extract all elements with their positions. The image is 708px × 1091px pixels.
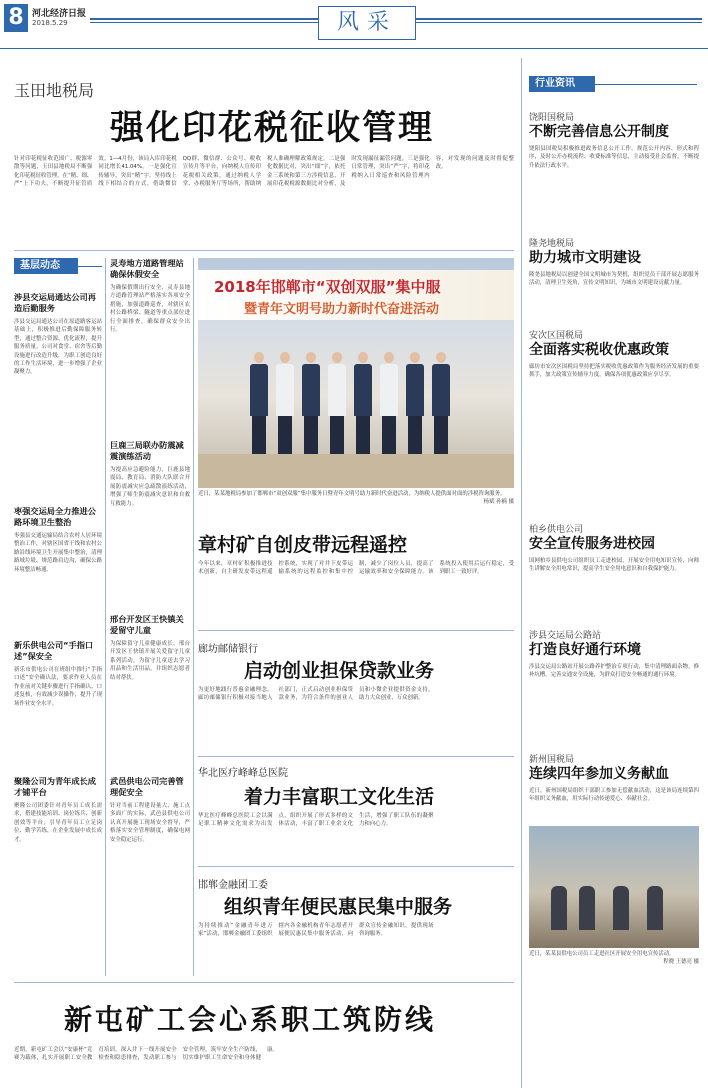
bottom-divider — [14, 982, 514, 983]
news-item — [529, 522, 699, 627]
sidebar-item — [14, 640, 102, 782]
news-body: 国网柏乡县供电公司组织员工走进校园，开展安全用电知识宣传，向师生讲解安全用电常识，提高学生安全用电意识和自我保护能力。 — [529, 558, 699, 573]
volunteer-photo — [529, 826, 699, 948]
story-body: 今年以来，章村矿积极推进技术创新，自主研发皮带远程遥控系统，实现了对井下皮带运输系统的远程监控和集中控制，减少了岗位人员，提高了运输效率和安全保障能力。该系统投入使用后运行稳定，受到职工一致好评。 — [198, 561, 514, 576]
news-headline: 全面落实税收优惠政策 — [529, 342, 669, 358]
banner-line-1: 2018年邯郸市“双创双服”集中服 — [214, 278, 441, 296]
news-body: 饶阳县国税局积极推进政务信息公开工作，规范公开内容、形式和程序，及时公开办税流程、收费标准等信息，主动接受社会监督，不断提升依法行政水平。 — [529, 146, 699, 169]
person-figure — [380, 352, 398, 454]
brief-item — [110, 776, 190, 982]
lead-headline: 强化印花税征收管理 — [110, 108, 434, 148]
masthead-divider — [0, 48, 708, 49]
news-item — [529, 236, 699, 329]
news-headline: 安全宣传服务进校园 — [529, 536, 655, 552]
news-item — [529, 328, 699, 455]
sidebar-tag-rule — [78, 266, 102, 267]
person-figure — [613, 886, 629, 930]
volunteer-photo-caption — [529, 950, 699, 966]
story-divider — [198, 630, 514, 631]
sidebar-item-headline: 聚隆公司为青年成长成才铺平台 — [14, 776, 96, 797]
sidebar-item-body: 聚隆公司团委针对青年员工成长需求，搭建技能培训、岗位练兵、创新创效等平台，引导青年员工立足岗位、勤学苦练，在企业发展中成长成才。 — [14, 803, 102, 843]
news-headline: 助力城市文明建设 — [529, 250, 641, 266]
brief-body: 为提高应急避险能力，巨鹿县地震局、教育局、消防大队联合开展防震减灾应急疏散演练活动，增强了师生防震减灾意识和自救互救能力。 — [110, 467, 190, 507]
photo-floor — [198, 454, 514, 488]
lead-divider — [14, 250, 514, 251]
story-headline: 着力丰富职工文化生活 — [244, 786, 435, 808]
volunteer-photo-credit: 程晓 王德亮 摄 — [663, 959, 699, 965]
photo-caption — [198, 490, 514, 506]
sidebar-item — [14, 506, 102, 628]
news-item — [529, 628, 699, 749]
photo-caption-text: 近日，某某地税局参加了邯郸市“双创双服”集中服务日暨青年文明号助力新时代奋进活动，为纳税人提供面对面的涉税咨询服务。 — [198, 491, 506, 497]
story-kicker: 华北医疗峰峰总医院 — [198, 768, 288, 779]
brief-headline: 武邑供电公司完善管理促安全 — [110, 776, 184, 797]
news-kicker: 涉县交运局公路站 — [529, 631, 602, 641]
photo-credit: 杨斌 孙楠 摄 — [483, 499, 514, 505]
news-kicker: 柏乡供电公司 — [529, 525, 584, 535]
sidebar-tag: 基层动态 — [14, 258, 78, 274]
sidebar-item-body: 涉县交运局通达公司在原道路客运站基础上，积极推进后勤保障服务转型，通过整合资源、优化流程，提升服务质量。公司对食堂、宿舍等后勤设施进行改造升级，为职工创造良好的工作生活环境，进一步增强了企业凝聚力。 — [14, 319, 102, 376]
column-rule — [105, 258, 106, 976]
paper-name: 河北经济日报 — [32, 9, 87, 19]
news-kicker: 安次区国税局 — [529, 331, 584, 341]
story-headline: 章村矿自创皮带远程遥控 — [198, 534, 408, 556]
story-body: 为更好地践行普惠金融理念，廊坊邮储银行积极对接当地人社部门，正式启动创业担保贷款业务，为符合条件的创业人员和小微企业提供资金支持，助力大众创业、万众创新。 — [198, 687, 434, 702]
lead-kicker: 玉田地税局 — [14, 81, 95, 100]
sidebar-item-headline: 枣强交运局全力推进公路环境卫生整治 — [14, 506, 96, 527]
news-headline: 连续四年参加义务献血 — [529, 766, 669, 782]
news-body: 近日，新州国税局组织干部职工参加无偿献血活动，这是该局连续第四年组织义务献血，用实际行动传递爱心、奉献社会。 — [529, 788, 699, 803]
person-figure — [276, 352, 294, 454]
news-kicker: 隆尧地税局 — [529, 239, 575, 249]
volunteer-photo-caption-text: 近日，某某县供电公司员工走进社区开展安全用电宣传活动。 — [529, 951, 675, 957]
person-figure — [250, 352, 268, 454]
industry-news-tag: 行业资讯 — [529, 76, 595, 92]
lead-body: 针对印花税征收范围广、税源零散等问题，玉田县地税局不断强化印花税征收管理，在“精、细、严”上下功夫，不断提升征管质效。1—4月份，该局入库印花税同比增长41.04%。一是强化宣传辅导，突出“精”字。坚持线上线下相结合的方式，借助微信QQ群、微信群、公众号、税收宣传月等平台，向纳税人宣传印花税相关政策，通过纳税人学堂、办税服务厅等场所，帮助纳税人准确理解政策规定。二是强化数据比对，突出“细”字，依托金三系统和第三方涉税信息，开展印花税税源数据比对分析，及时发现漏征漏管问题。三是强化日常管理，突出“严”字，将印花税纳入日常巡查和风险管理内容，对发现的问题及时督促整改。 — [14, 156, 514, 188]
sidebar-item — [14, 776, 102, 982]
news-item — [529, 752, 699, 829]
brief-item — [110, 614, 190, 780]
brief-headline: 邢台开发区王快镇关爱留守儿童 — [110, 614, 184, 635]
news-kicker: 饶阳国税局 — [529, 113, 575, 123]
column-rule — [521, 58, 522, 1088]
news-headline: 不断完善信息公开制度 — [529, 124, 669, 140]
brief-item — [110, 258, 190, 434]
sidebar-item-body: 枣强县交通运输局结合农村人居环境整治工作，对辖区国省干线和农村公路沿线环境卫生开展集中整治，清理路域垃圾、规范路肩边沟，确保公路环境整洁畅通。 — [14, 533, 102, 573]
news-item — [529, 110, 699, 203]
sidebar-item — [14, 292, 102, 426]
event-photo — [198, 258, 514, 488]
story-divider — [198, 756, 514, 757]
masthead — [0, 0, 708, 56]
bottom-body: 近期，新屯矿工会以“安康杯”竞赛为载体，扎实开展职工安全教育培训，深入井下一线开展安全检查和隐患排查，发动职工参与安全管理，筑牢安全生产防线，切实维护职工生命安全和身体健康。 — [14, 1047, 278, 1062]
brief-body: 为确保假期出行安全，灵寿县地方道路管理站严格落实各项安全措施，加强道路巡查，对辖区农村公路桥梁、隧道等重点部位进行全面排查，确保群众安全出行。 — [110, 285, 190, 334]
sidebar-item-headline: 涉县交运局通达公司再造后勤服务 — [14, 292, 96, 313]
story-headline: 组织青年便民惠民集中服务 — [224, 896, 453, 918]
person-figure — [432, 352, 450, 454]
news-kicker: 新州国税局 — [529, 755, 575, 765]
news-body: 隆尧县地税局以创建全国文明城市为契机，组织党员干部开展志愿服务活动，清理卫生死角，宣传文明知识，为城市文明建设贡献力量。 — [529, 272, 699, 287]
person-figure — [302, 352, 320, 454]
story-body: 华北医疗峰峰总医院工会以满足职工精神文化需求为出发点，组织开展了形式多样的文体活动，丰富了职工业余文化生活，增强了职工队伍的凝聚力和向心力。 — [198, 813, 434, 828]
story-headline: 启动创业担保贷款业务 — [244, 660, 435, 682]
brief-item — [110, 440, 190, 616]
person-figure — [579, 886, 595, 930]
page-number: 8 — [4, 4, 28, 32]
sidebar-item-headline: 新乐供电公司“手指口述”保安全 — [14, 640, 94, 661]
story-kicker: 邯郸金融团工委 — [198, 880, 268, 891]
story-divider — [198, 866, 514, 867]
brief-body: 为保障留守儿童健康成长，邢台开发区王快镇开展关爱留守儿童系列活动，为留守儿童送去学习用品和生活用品，并组织志愿者结对帮扶。 — [110, 641, 190, 681]
person-figure — [647, 886, 663, 930]
person-figure — [551, 886, 567, 930]
person-figure — [354, 352, 372, 454]
sidebar-item-body: 新乐市供电公司在班组中推行“手指口述”安全确认法，要求作业人员在作业前对关键步骤进行手指确认、口述复核，有效减少误操作，提升了现场作业安全水平。 — [14, 667, 102, 707]
brief-headline: 巨鹿三局联办防震减震演练活动 — [110, 440, 184, 461]
section-title: 风采 — [336, 10, 397, 35]
news-body: 涉县交运局公路站开展公路养护整治专项行动，集中清理路面杂物，修补坑槽，完善交通安全设施，为群众打造安全畅通的通行环境。 — [529, 664, 699, 679]
event-banner — [198, 270, 514, 320]
bottom-headline: 新屯矿工会心系职工筑防线 — [64, 1003, 437, 1036]
person-figure — [328, 352, 346, 454]
column-rule — [193, 258, 194, 976]
story-kicker: 廊坊邮储银行 — [198, 644, 258, 655]
brief-body: 针对当前工程建设量大、施工点多面广的实际，武邑县供电公司认真开展施工现场安全督导，严格落实安全管理制度，确保电网安全稳定运行。 — [110, 803, 190, 843]
news-headline: 打造良好通行环境 — [529, 642, 641, 658]
brief-headline: 灵寿地方道路管理站确保休假安全 — [110, 258, 184, 279]
story-body: 为持续推动“金融青年进万家”活动，邯郸金融团工委组织辖内各金融机构青年志愿者开展便民惠民集中服务活动，向群众宣传金融知识，提供现场咨询服务。 — [198, 923, 434, 938]
industry-news-rule — [595, 84, 697, 85]
issue-date: 2018.5.29 — [32, 19, 68, 27]
section-tab — [318, 6, 416, 40]
person-figure — [406, 352, 424, 454]
news-body: 廊坊市安次区国税局坚持把落实税收优惠政策作为服务经济发展的重要抓手，加大政策宣传辅导力度，确保各项优惠政策应享尽享。 — [529, 364, 699, 379]
banner-line-2: 暨青年文明号助力新时代奋进活动 — [244, 302, 440, 317]
